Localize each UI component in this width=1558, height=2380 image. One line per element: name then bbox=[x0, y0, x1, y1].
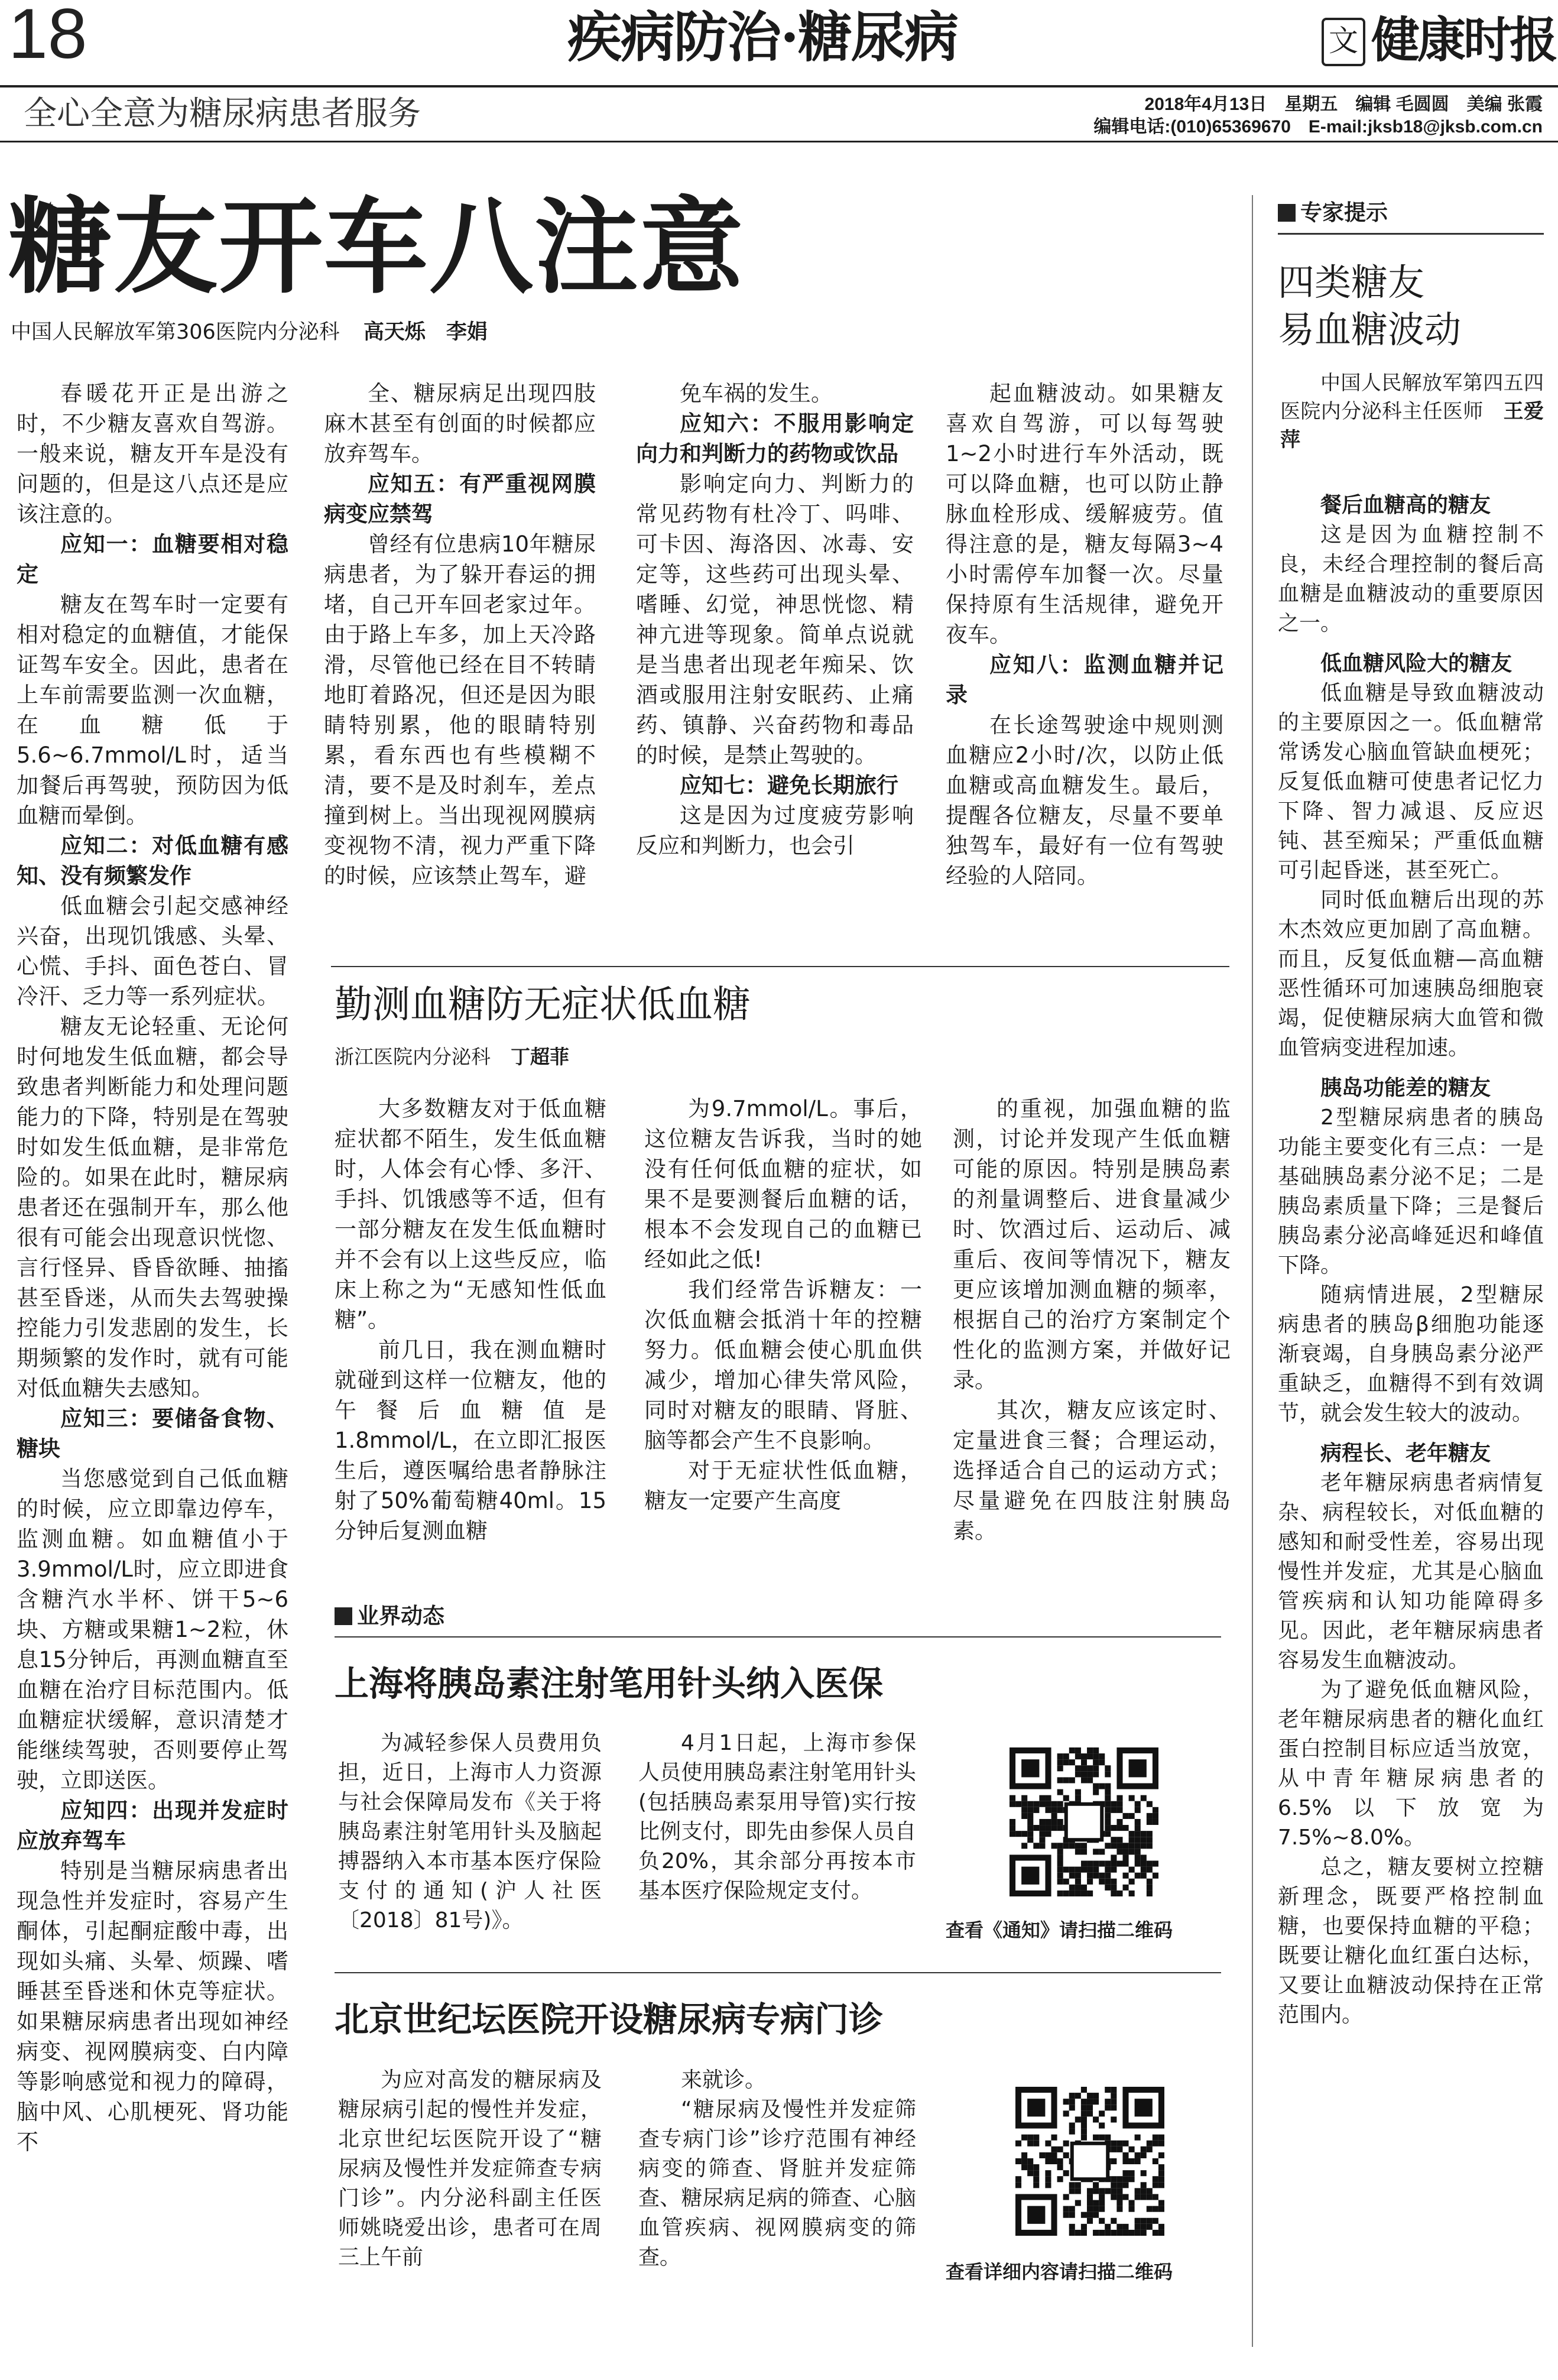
section-rule bbox=[335, 1636, 1221, 1638]
article2-column-2 bbox=[644, 1094, 922, 1516]
paragraph: 为了避免低血糖风险，老年糖尿病患者的糖化血红蛋白控制目标应适当放宽，从中青年糖尿病患者的6.5%以下放宽为7.5%~8.0%。 bbox=[1278, 1678, 1544, 1850]
paragraph: 其次，糖友应该定时、定量进食三餐；合理运动，选择适合自己的运动方式；尽量避免在四肢注射胰岛素。 bbox=[953, 1397, 1231, 1544]
qr-code-icon[interactable] bbox=[1010, 1747, 1158, 1896]
news1-title: 上海将胰岛素注射笔用针头纳入医保 bbox=[335, 1664, 884, 1704]
byline-org: 中国人民解放军第四五四医院内分泌科主任医师 bbox=[1280, 371, 1544, 423]
article-divider bbox=[335, 1972, 1221, 1973]
news1-qr-caption: 查看《通知》请扫描二维码 bbox=[946, 1919, 1173, 1941]
paragraph: 低血糖会引起交感神经兴奋，出现饥饿感、头晕、心慌、手抖、面色苍白、冒冷汗、乏力等一系列症状。 bbox=[17, 893, 288, 1009]
contact-line: 编辑电话:(010)65369670 E-mail:jksb18@jksb.com.cn bbox=[1093, 117, 1543, 137]
masthead-rule-bottom bbox=[0, 141, 1558, 142]
sidebar-divider bbox=[1252, 195, 1253, 2347]
byline-author: 丁超菲 bbox=[511, 1045, 569, 1068]
article2-column-3 bbox=[953, 1094, 1231, 1546]
article2-column-1 bbox=[335, 1094, 606, 1546]
paragraph: 为减轻参保人员费用负担，近日，上海市人力资源与社会保障局发布《关于将胰岛素注射笔用针头及脑起搏器纳入本市基本医疗保险支付的通知(沪人社医〔2018〕81号)》。 bbox=[338, 1731, 602, 1932]
paragraph: 4月1日起，上海市参保人员使用胰岛素注射笔用针头(包括胰岛素泵用导管)实行按比例支付，即先由参保人员自负20%，其余部分再按本市基本医疗保险规定支付。 bbox=[638, 1731, 916, 1903]
subheading: 低血糖风险大的糖友 bbox=[1320, 651, 1512, 676]
paragraph: 总之，糖友要树立控糖新理念，既要严格控制血糖，也要保持血糖的平稳；既要让糖化血红蛋白达标，又要让血糖波动保持在正常范围内。 bbox=[1278, 1855, 1544, 2027]
main-headline: 糖友开车八注意 bbox=[8, 186, 745, 308]
news2-title: 北京世纪坛医院开设糖尿病专病门诊 bbox=[335, 1999, 884, 2039]
qr-code-icon[interactable] bbox=[1015, 2087, 1164, 2236]
news2-qr-caption: 查看详细内容请扫描二维码 bbox=[946, 2261, 1173, 2283]
paragraph: 糖友无论轻重、无论何时何地发生低血糖，都会导致患者判断能力和处理问题能力的下降，特别是在驾驶时如发生低血糖，是非常危险的。如果在此时，糖尿病患者还在强制开车，那么他很有可能会出现意识恍惚、言行怪异、昏昏欲睡、抽搐甚至昏迷，从而失去驾驶操控能力引发悲剧的发生，长期频繁的发作时，就有可能对低血糖失去感知。 bbox=[17, 1014, 288, 1401]
subheading: 应知四：出现并发症时应放弃驾车 bbox=[17, 1798, 288, 1853]
paragraph: 同时低血糖后出现的苏木杰效应更加剧了高血糖。而且，反复低血糖—高血糖恶性循环可加速胰岛细胞衰竭，促使糖尿病大血管和微血管病变进程加速。 bbox=[1278, 888, 1544, 1060]
section-label-text: 专家提示 bbox=[1300, 200, 1388, 225]
main-column-2 bbox=[324, 378, 596, 891]
paragraph: 在长途驾驶途中规则测血糖应2小时/次，以防止低血糖或高血糖发生。最后，提醒各位糖友，尽量不要单独驾车，最好有一位有驾驶经验的人陪同。 bbox=[946, 712, 1223, 889]
subheading: 应知三：要储备食物、糖块 bbox=[17, 1406, 288, 1461]
date-editor-line: 2018年4月13日 星期五 编辑 毛圆圆 美编 张霞 bbox=[1144, 95, 1543, 114]
paragraph: 影响定向力、判断力的常见药物有杜冷丁、吗啡、可卡因、海洛因、冰毒、安定等，这些药可出现头晕、嗜睡、幻觉，神思恍惚、精神亢进等现象。简单点说就是当患者出现老年痴呆、饮酒或服用注射安眠药、止痛药、镇静、兴奋药物和毒品的时候，是禁止驾驶的。 bbox=[636, 471, 914, 768]
paragraph: 低血糖是导致血糖波动的主要原因之一。低血糖常常诱发心脑血管缺血梗死；反复低血糖可使患者记忆力下降、智力减退、反应迟钝、甚至痴呆；严重低血糖可引起昏迷，甚至死亡。 bbox=[1278, 681, 1544, 883]
paragraph: 为应对高发的糖尿病及糖尿病引起的慢性并发症，北京世纪坛医院开设了“糖尿病及慢性并发症筛查专病门诊”。内分泌科副主任医师姚晓爱出诊，患者可在周三上午前 bbox=[338, 2068, 602, 2269]
paragraph: 起血糖波动。如果糖友喜欢自驾游，可以每驾驶1~2小时进行车外活动，既可以降血糖，也可以防止静脉血栓形成、缓解疲劳。值得注意的是，糖友每隔3~4小时需停车加餐一次。尽量保持原有生活规律，避免开夜车。 bbox=[946, 381, 1223, 647]
paragraph: 大多数糖友对于低血糖症状都不陌生，发生低血糖时，人体会有心悸、多汗、手抖、饥饿感等不适，但有一部分糖友在发生低血糖时并不会有以上这些反应，临床上称之为“无感知性低血糖”。 bbox=[335, 1096, 606, 1332]
news2-column-2 bbox=[638, 2066, 916, 2272]
paragraph: 当您感觉到自己低血糖的时候，应立即靠边停车，监测血糖。如血糖值小于3.9mmol/L时，应立即进食含糖汽水半杯、饼干5~6块、方糖或果糖1~2粒，休息15分钟后，再测血糖直至血糖在治疗目标范围内。低血糖症状缓解，意识清楚才能继续驾驶，否则要停止驾驶，立即送医。 bbox=[17, 1466, 288, 1793]
subheading: 应知二：对低血糖有感知、没有频繁发作 bbox=[17, 833, 288, 889]
byline-author: 王爱萍 bbox=[1280, 400, 1544, 452]
article-divider bbox=[331, 966, 1229, 967]
paragraph: 我们经常告诉糖友：一次低血糖会抵消十年的控糖努力。低血糖会使心肌血供减少，增加心律失常风险，同时对糖友的眼睛、肾脏、脑等都会产生不良影响。 bbox=[644, 1277, 922, 1453]
paragraph: 春暖花开正是出游之时，不少糖友喜欢自驾游。一般来说，糖友开车是没有问题的，但是这八点还是应该注意的。 bbox=[17, 381, 288, 527]
newspaper-name: 健康时报 bbox=[1371, 12, 1556, 69]
paragraph: “糖尿病及慢性并发症筛查专病门诊”诊疗范围有神经病变的筛查、肾脏并发症筛查、糖尿病足病的筛查、心脑血管疾病、视网膜病变的筛查。 bbox=[638, 2097, 916, 2269]
paragraph: 糖友在驾车时一定要有相对稳定的血糖值，才能保证驾车安全。因此，患者在上车前需要监测一次血糖，在血糖低于5.6~6.7mmol/L时，适当加餐后再驾驶，预防因为低血糖而晕倒。 bbox=[17, 592, 288, 828]
subheading: 应知七：避免长期旅行 bbox=[680, 773, 898, 798]
byline-org: 中国人民解放军第306医院内分泌科 bbox=[11, 320, 340, 344]
section-label-text: 业界动态 bbox=[357, 1603, 444, 1629]
article2-byline bbox=[335, 1044, 569, 1070]
paragraph: 这是因为血糖控制不良，未经合理控制的餐后高血糖是血糖波动的重要原因之一。 bbox=[1278, 523, 1544, 635]
page-number: 18 bbox=[8, 0, 87, 73]
newspaper-logo-icon: 文 bbox=[1322, 18, 1365, 66]
news2-column-1 bbox=[338, 2066, 602, 2272]
paragraph: 前几日，我在测血糖时就碰到这样一位糖友，他的午餐后血糖值是1.8mmol/L，在立即汇报医生后，遵医嘱给患者静脉注射了50%葡萄糖40ml。15分钟后复测血糖 bbox=[335, 1337, 606, 1544]
subheading: 胰岛功能差的糖友 bbox=[1320, 1076, 1491, 1100]
paragraph: 老年糖尿病患者病情复杂、病程较长，对低血糖的感知和耐受性差，容易出现慢性并发症，尤其是心脑血管疾病和认知功能障碍多见。因此，老年糖尿病患者容易发生血糖波动。 bbox=[1278, 1471, 1544, 1672]
main-column-1 bbox=[17, 378, 288, 2157]
sidebar-byline bbox=[1280, 369, 1544, 454]
industry-section-label bbox=[335, 1603, 444, 1629]
sidebar-body bbox=[1278, 480, 1544, 2030]
sidebar-title-line-1: 四类糖友 bbox=[1278, 261, 1425, 304]
subheading: 应知一：血糖要相对稳定 bbox=[17, 531, 288, 587]
byline-org: 浙江医院内分泌科 bbox=[335, 1045, 491, 1068]
paragraph: 对于无症状性低血糖，糖友一定要产生高度 bbox=[644, 1458, 922, 1513]
paragraph: 全、糖尿病足出现四肢麻木甚至有创面的时候都应放弃驾车。 bbox=[324, 381, 596, 466]
section-title: 疾病防治·糖尿病 bbox=[567, 5, 958, 69]
article2-title: 勤测血糖防无症状低血糖 bbox=[335, 983, 751, 1027]
main-column-4 bbox=[946, 378, 1223, 891]
paragraph: 这是因为过度疲劳影响反应和判断力，也会引 bbox=[636, 803, 914, 858]
subheading: 餐后血糖高的糖友 bbox=[1320, 493, 1491, 517]
paragraph: 随病情进展，2型糖尿病患者的胰岛β细胞功能逐渐衰竭，自身胰岛素分泌严重缺乏，血糖得不到有效调节，就会发生较大的波动。 bbox=[1278, 1283, 1544, 1425]
paragraph: 免车祸的发生。 bbox=[680, 381, 833, 406]
sidebar-section-label bbox=[1278, 200, 1388, 226]
paragraph: 为9.7mmol/L。事后，这位糖友告诉我，当时的她没有任何低血糖的症状，如果不是要测餐后血糖的话，根本不会发现自己的血糖已经如此之低! bbox=[644, 1096, 922, 1272]
subheading: 应知六：不服用影响定向力和判断力的药物或饮品 bbox=[636, 411, 914, 466]
paragraph: 曾经有位患病10年糖尿病患者，为了躲开春运的拥堵，自己开车回老家过年。由于路上车多，加上天冷路滑，尽管他已经在目不转睛地盯着路况，但还是因为眼睛特别累，他的眼睛特别累，看东西也有些模糊不清，要不是及时刹车，差点撞到树上。当出现视网膜病变视物不清，视力严重下降的时候，应该禁止驾车，避 bbox=[324, 531, 596, 889]
paragraph: 特别是当糖尿病患者出现急性并发症时，容易产生酮体，引起酮症酸中毒，出现如头痛、头晕、烦躁、嗜睡甚至昏迷和休克等症状。如果糖尿病患者出现如神经病变、视网膜病变、白内障等影响感觉和视力的障碍，脑中风、心肌梗死、肾功能不 bbox=[17, 1858, 288, 2155]
byline-authors: 高天烁 李娟 bbox=[363, 320, 488, 344]
page-slogan: 全心全意为糖尿病患者服务 bbox=[24, 95, 421, 133]
paragraph: 的重视，加强血糖的监测，讨论并发现产生低血糖可能的原因。特别是胰岛素的剂量调整后、进食量减少时、饮酒过后、运动后、减重后、夜间等情况下，糖友更应该增加测血糖的频率，根据自己的治疗方案制定个性化的监测方案，并做好记录。 bbox=[953, 1096, 1231, 1393]
square-bullet-icon bbox=[1278, 204, 1296, 222]
square-bullet-icon bbox=[335, 1607, 352, 1625]
paragraph: 2型糖尿病患者的胰岛功能主要变化有三点：一是基础胰岛素分泌不足；二是胰岛素质量下降；三是餐后胰岛素分泌高峰延迟和峰值下降。 bbox=[1278, 1105, 1544, 1277]
sidebar-title-line-2: 易血糖波动 bbox=[1278, 308, 1462, 351]
main-column-3 bbox=[636, 378, 914, 861]
sidebar-rule bbox=[1278, 233, 1544, 235]
news1-column-1 bbox=[338, 1729, 602, 1935]
subheading: 病程长、老年糖友 bbox=[1320, 1441, 1491, 1465]
subheading: 应知五：有严重视网膜病变应禁驾 bbox=[324, 471, 596, 527]
paragraph: 来就诊。 bbox=[681, 2068, 767, 2092]
masthead-rule bbox=[0, 85, 1558, 87]
main-byline bbox=[11, 318, 488, 346]
subheading: 应知八：监测血糖并记录 bbox=[946, 652, 1223, 708]
news1-column-2 bbox=[638, 1729, 916, 1906]
